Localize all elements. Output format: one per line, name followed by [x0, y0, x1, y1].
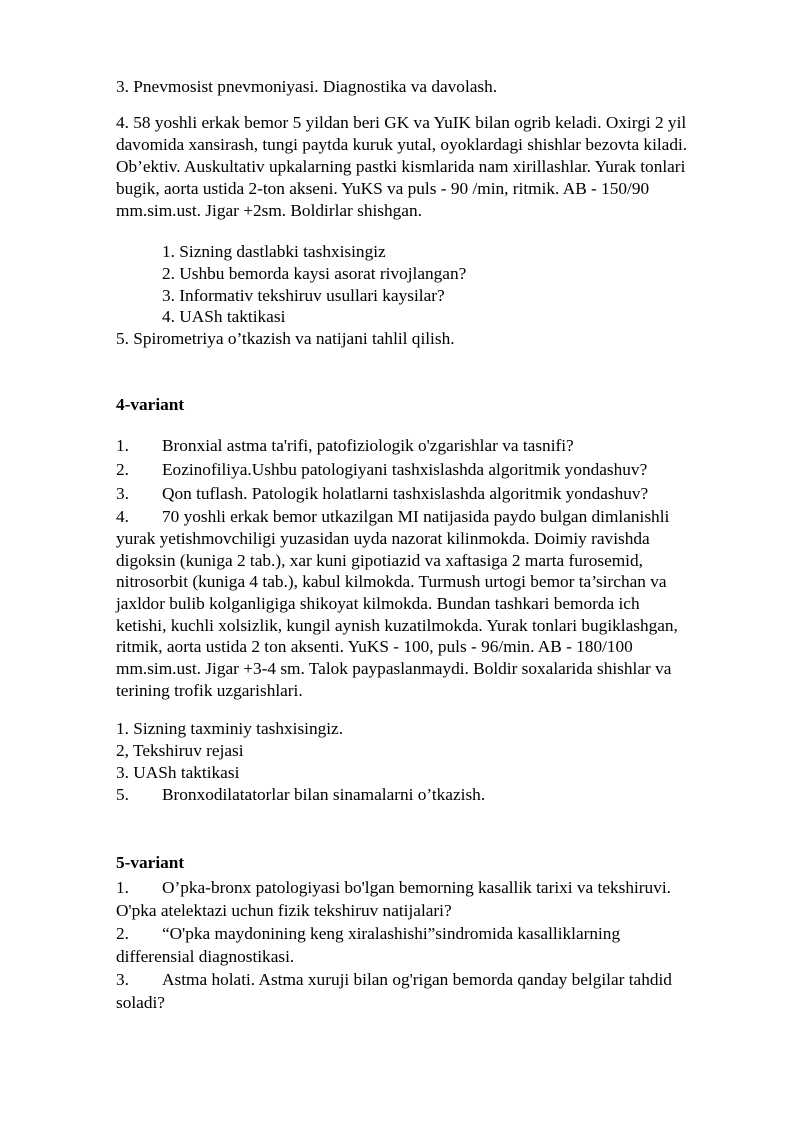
v5-item-1-number: 1.: [116, 878, 129, 897]
v5-item-1-text: O’pka-bronx patologiyasi bo'lgan bemorning kasallik tarixi va tekshiruvi.: [162, 878, 671, 897]
v5-item-1: [116, 877, 746, 899]
v5-item-3-text: Astma holati. Astma xuruji bilan og'rigan bemorda qanday belgilar tahdid: [162, 970, 672, 989]
variant-4-heading: 4-variant: [116, 395, 185, 414]
question-2: 2. Ushbu bemorda kaysi asorat rivojlangan?: [162, 264, 467, 283]
question-3: 3. Informativ tekshiruv usullari kaysilar?: [162, 286, 445, 305]
v4-item-text: Qon tuflash. Patologik holatlarni tashxislashda algoritmik yondashuv?: [162, 484, 649, 503]
v4-subquestion-3: 3. UASh taktikasi: [116, 763, 240, 782]
v5-item-2: [116, 923, 746, 945]
v4-subquestion-2: 2, Tekshiruv rejasi: [116, 741, 244, 760]
question-4: 4. UASh taktikasi: [162, 307, 286, 326]
v4-item-number: 1.: [116, 436, 129, 455]
item-4-line-1: 4. 58 yoshli erkak bemor 5 yildan beri GK va YuIK bilan ogrib keladi. Oxirgi 2 yil: [116, 113, 687, 132]
v4-item-5-number: 5.: [116, 785, 129, 804]
v4-case-line: nitrosorbit (kuniga 4 tab.), kabul kilmokda. Turmush urtogi bemor ta’sirchan va: [116, 572, 667, 591]
v4-subquestion-1: 1. Sizning taxminiy tashxisingiz.: [116, 719, 344, 738]
item-4-line-5: mm.sim.ust. Jigar +2sm. Boldirlar shishgan.: [116, 201, 422, 220]
v5-item-3-number: 3.: [116, 970, 129, 989]
v4-item-5-text: Bronxodilatatorlar bilan sinamalarni o’tkazish.: [162, 785, 486, 804]
v4-item-number: 2.: [116, 460, 129, 479]
item-4-line-4: bugik, aorta ustida 2-ton akseni. YuKS va puls - 90 /min, ritmik. AB - 150/90: [116, 179, 650, 198]
v5-item-2-text: “O'pka maydonining keng xiralashishi”sindromida kasalliklarning: [162, 924, 621, 943]
v5-item-1-continuation: O'pka atelektazi uchun fizik tekshiruv natijalari?: [116, 901, 452, 920]
v4-case-text: 70 yoshli erkak bemor utkazilgan MI natijasida paydo bulgan dimlanishli: [162, 507, 670, 526]
item-5-text: 5. Spirometriya o’tkazish va natijani tahlil qilish.: [116, 329, 455, 348]
v4-item-number: 3.: [116, 484, 129, 503]
v4-case-line: digoksin (kuniga 2 tab.), xar kuni gipotiazid va xaftasiga 2 marta furosemid,: [116, 551, 643, 570]
variant-5-heading: 5-variant: [116, 853, 185, 872]
item-3-text: 3. Pnevmosist pnevmoniyasi. Diagnostika va davolash.: [116, 77, 498, 96]
item-4-line-3: Ob’ektiv. Auskultativ upkalarning pastki kismlarida nam xirillashlar. Yurak tonlari: [116, 157, 686, 176]
v4-item-5: [116, 784, 746, 806]
question-1: 1. Sizning dastlabki tashxisingiz: [162, 242, 386, 261]
v5-item-3: [116, 969, 746, 991]
item-4-line-2: davomida xansirash, tungi paytda kuruk yutal, oyoklardagi shishlar bezovta kiladi.: [116, 135, 688, 154]
v4-item-text: Eozinofiliya.Ushbu patologiyani tashxislashda algoritmik yondashuv?: [162, 460, 648, 479]
v4-case-line: yurak yetishmovchiligi yuzasidan uyda nazorat kilinmokda. Doimiy ravishda: [116, 529, 650, 548]
v5-item-2-number: 2.: [116, 924, 129, 943]
v4-case-line: ketishi, kuchli xolsizlik, kungil aynish kuzatilmokda. Yurak tonlari bugiklashgan,: [116, 616, 678, 635]
v4-item-text: Bronxial astma ta'rifi, patofiziologik o'zgarishlar va tasnifi?: [162, 436, 574, 455]
v4-list-item: [116, 483, 746, 505]
v4-case-first-line: [116, 506, 746, 528]
v5-item-3-continuation: soladi?: [116, 993, 165, 1012]
v4-list-item: [116, 459, 746, 481]
v5-item-2-continuation: differensial diagnostikasi.: [116, 947, 295, 966]
v4-case-line: terining trofik uzgarishlari.: [116, 681, 303, 700]
v4-list-item: [116, 435, 746, 457]
v4-case-number: 4.: [116, 507, 129, 526]
v4-case-line: jaxldor bulib kolganligiga shikoyat kilmokda. Bundan tashkari bemorda ich: [116, 594, 640, 613]
v4-case-line: mm.sim.ust. Jigar +3-4 sm. Talok paypaslanmaydi. Boldir soxalarida shishlar va: [116, 659, 672, 678]
v4-case-line: ritmik, aorta ustida 2 ton aksenti. YuKS - 100, puls - 96/min. AB - 180/100: [116, 637, 633, 656]
